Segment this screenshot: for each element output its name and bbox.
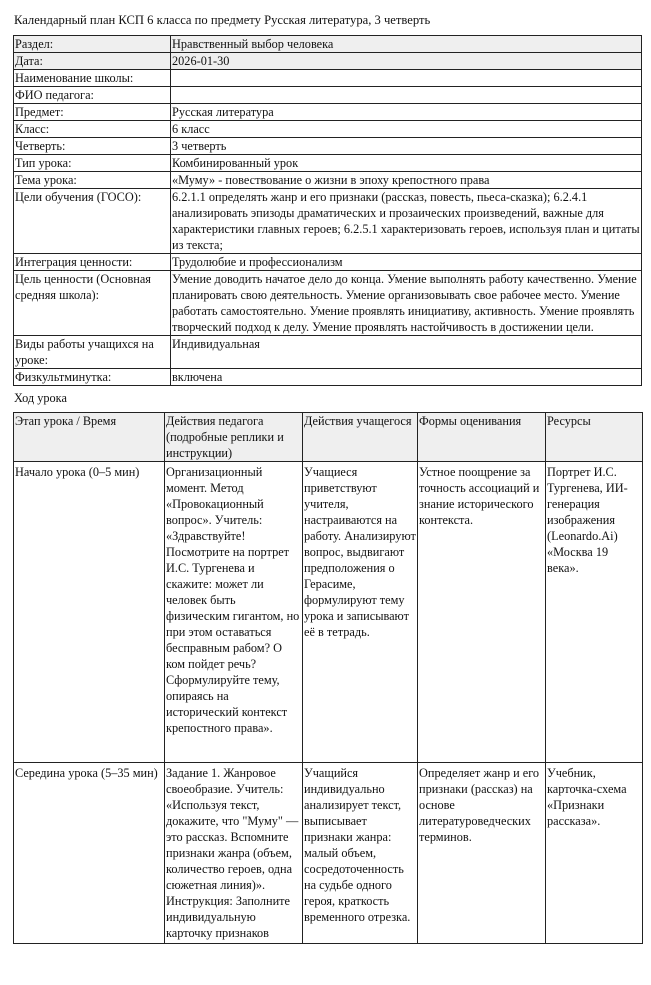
lesson-cell: Учащийся индивидуально анализирует текст, выписывает признаки жанра: малый объем, сосредоточенность на судьбе одного героя, краткость временного отрезка. [303, 763, 418, 944]
meta-label: Раздел: [14, 36, 171, 53]
meta-row [14, 189, 642, 254]
lesson-cell: Начало урока (0–5 мин) [14, 462, 165, 763]
meta-value: включена [171, 369, 642, 386]
meta-row [14, 138, 642, 155]
lesson-section-heading: Ход урока [14, 391, 67, 405]
meta-label: Интеграция ценности: [14, 254, 171, 271]
lesson-table [13, 412, 643, 944]
meta-label: Тип урока: [14, 155, 171, 172]
meta-row [14, 53, 642, 70]
meta-label: Класс: [14, 121, 171, 138]
lesson-cell: Середина урока (5–35 мин) [14, 763, 165, 944]
lesson-cell: Задание 1. Жанровое своеобразие. Учитель: «Используя текст, докажите, что "Муму" — это рассказ. Вспомните признаки жанра (объем, количество героев, одна сюжетная линия)». Инструкция: Заполните индивидуальную карточку признаков [165, 763, 303, 944]
lesson-header-cell: Формы оценивания [418, 413, 546, 462]
meta-row [14, 87, 642, 104]
lesson-row [14, 763, 643, 944]
lesson-header-cell: Ресурсы [546, 413, 643, 462]
meta-value: Индивидуальная [171, 336, 642, 369]
lesson-header-cell: Действия педагога (подробные реплики и инструкции) [165, 413, 303, 462]
document-title: Календарный план КСП 6 класса по предмету Русская литература, 3 четверть [14, 13, 431, 27]
meta-value: Трудолюбие и профессионализм [171, 254, 642, 271]
meta-row [14, 36, 642, 53]
meta-row [14, 104, 642, 121]
lesson-cell: Портрет И.С. Тургенева, ИИ-генерация изображения (Leonardo.Ai) «Москва 19 века». [546, 462, 643, 763]
meta-label: Четверть: [14, 138, 171, 155]
meta-label: Цель ценности (Основная средняя школа): [14, 271, 171, 336]
meta-row [14, 369, 642, 386]
lesson-cell: Организационный момент. Метод «Провокационный вопрос». Учитель: «Здравствуйте! Посмотрите на портрет И.С. Тургенева и скажите: может ли человек быть физическим гигантом, но при этом оставаться бесправным рабом? О ком пойдет речь? Сформулируйте тему, опираясь на исторический контекст крепостного права». [165, 462, 303, 763]
meta-row [14, 155, 642, 172]
meta-value: 6 класс [171, 121, 642, 138]
meta-value: 6.2.1.1 определять жанр и его признаки (рассказ, повесть, пьеса-сказка); 6.2.4.1 анализировать эпизоды драматических и прозаических произведений, важные для характеристики главных героев; 6.2.5.1 характеризовать героев, используя план и цитаты из текста; [172, 190, 640, 252]
meta-row [14, 121, 642, 138]
meta-value: Комбинированный урок [171, 155, 642, 172]
meta-label: ФИО педагога: [14, 87, 171, 104]
meta-row [14, 254, 642, 271]
meta-label: Наименование школы: [14, 70, 171, 87]
meta-row [14, 336, 642, 369]
meta-value [171, 70, 642, 87]
lesson-cell: Устное поощрение за точность ассоциаций и знание исторического контекста. [418, 462, 546, 763]
meta-table [13, 35, 642, 386]
meta-label: Виды работы учащихся на уроке: [14, 336, 171, 369]
lesson-row [14, 462, 643, 763]
meta-value: «Муму» - повествование о жизни в эпоху крепостного права [171, 172, 642, 189]
meta-label: Физкультминутка: [14, 369, 171, 386]
meta-label: Дата: [14, 53, 171, 70]
lesson-header-cell: Действия учащегося [303, 413, 418, 462]
lesson-header-cell: Этап урока / Время [14, 413, 165, 462]
lesson-cell: Учебник, карточка-схема «Признаки рассказа». [546, 763, 643, 944]
meta-value: Русская литература [171, 104, 642, 121]
meta-label: Тема урока: [14, 172, 171, 189]
meta-label: Предмет: [14, 104, 171, 121]
meta-row [14, 271, 642, 336]
meta-value [171, 87, 642, 104]
meta-label: Цели обучения (ГОСО): [14, 189, 171, 254]
meta-value: 2026-01-30 [171, 53, 642, 70]
meta-row [14, 172, 642, 189]
meta-value: Нравственный выбор человека [171, 36, 642, 53]
lesson-cell: Определяет жанр и его признаки (рассказ) на основе литературоведческих терминов. [418, 763, 546, 944]
meta-value: Умение доводить начатое дело до конца. Умение выполнять работу качественно. Умение планировать свою деятельность. Умение организовывать свое рабочее место. Умение работать самостоятельно. Умение проявлять инициативу, активность. Умение проявлять творческий подход к делу. Умение проявлять настойчивость в достижении цели. [171, 271, 642, 336]
meta-row [14, 70, 642, 87]
meta-value: 3 четверть [171, 138, 642, 155]
lesson-cell: Учащиеся приветствуют учителя, настраиваются на работу. Анализируют вопрос, выдвигают предположения о Герасиме, формулируют тему урока и записывают её в тетрадь. [303, 462, 418, 763]
